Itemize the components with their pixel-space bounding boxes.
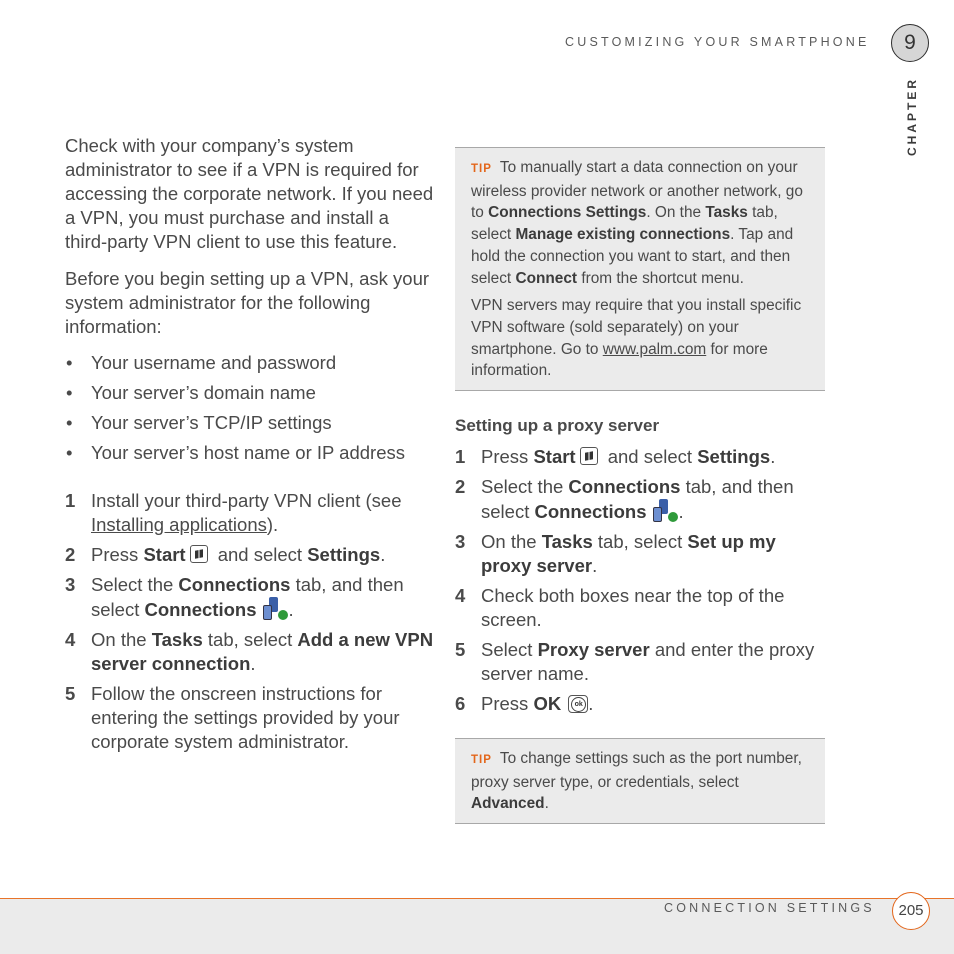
- step-text: On the: [481, 531, 542, 553]
- step-text: Select: [481, 639, 538, 661]
- setup-proxy-label: Set up my proxy server: [481, 531, 776, 577]
- step-2: [65, 543, 435, 567]
- step-text: and select: [602, 446, 698, 468]
- windows-start-icon: [580, 447, 598, 465]
- tasks-label: Tasks: [541, 531, 593, 553]
- tip-label: TIP: [471, 163, 492, 175]
- prerequisites-paragraph: Before you begin setting up a VPN, ask your system administrator for the following information:: [65, 268, 430, 337]
- step-number: 6: [455, 693, 466, 715]
- step-text: tab, and then select: [481, 476, 794, 523]
- list-item-text: Your server’s TCP/IP settings: [91, 412, 332, 433]
- step-text: .: [250, 653, 256, 674]
- connections-icon: [653, 499, 679, 523]
- list-item: • Your server’s TCP/IP settings: [66, 412, 332, 433]
- ok-key-icon: [568, 695, 588, 713]
- step-text: .: [288, 599, 294, 620]
- tip-label: TIP: [471, 754, 492, 767]
- step-text: Install your third-party VPN client (see: [91, 490, 402, 511]
- installing-applications-link[interactable]: Installing applications: [91, 514, 267, 535]
- list-item-text: Your server’s host name or IP address: [91, 442, 405, 463]
- tip-text: for more information.: [471, 340, 768, 380]
- left-column: [65, 134, 435, 760]
- tip-paragraph: [471, 157, 813, 289]
- step-5: [65, 682, 435, 754]
- connections-tab-label: Connections: [568, 476, 681, 498]
- step-number: 1: [455, 446, 466, 468]
- step-text: Press: [91, 544, 144, 565]
- tip-text: To change settings such as the port number, proxy server type, or credentials, select: [471, 750, 802, 791]
- list-item-text: Your username and password: [91, 352, 337, 373]
- intro-paragraph: Check with your company’s system administrator to see if a VPN is required for accessing the corporate network. If you need a VPN, you must purchase and install a third-party VPN client to use this feature.: [65, 135, 434, 252]
- step-1: [455, 445, 825, 469]
- step-4: [455, 584, 825, 632]
- step-text: .: [592, 555, 598, 577]
- step-number: 2: [65, 544, 76, 565]
- proxy-server-label: Proxy server: [537, 639, 650, 661]
- step-number: 3: [455, 531, 466, 553]
- step-number: 4: [65, 629, 76, 650]
- step-text: Press: [481, 446, 534, 468]
- footer-section-title: CONNECTION SETTINGS: [664, 901, 875, 915]
- list-item: • Your username and password: [66, 352, 337, 373]
- step-5: [455, 638, 825, 686]
- tip-text: .: [544, 795, 549, 813]
- tip-box-vpn: [455, 147, 825, 391]
- tip-paragraph: [471, 295, 813, 382]
- tip-text: . On the: [646, 204, 706, 222]
- tip-text: VPN servers may require that you install specific VPN software (sold separately) on your smartphone. Go to: [471, 297, 802, 358]
- chapter-number-badge: 9: [891, 24, 929, 62]
- connections-tab-label: Connections: [178, 574, 291, 595]
- section-heading: Setting up a proxy server: [455, 416, 660, 436]
- add-vpn-label: Add a new VPN server connection: [91, 629, 434, 674]
- step-text: Select the: [481, 476, 569, 498]
- start-label: Start: [143, 544, 186, 565]
- tip-text: tab, select: [471, 204, 778, 244]
- footer-divider: [0, 898, 954, 899]
- start-label: Start: [533, 446, 576, 468]
- tip-text: To manually start a data connection on your wireless provider network or another network, go to: [471, 159, 803, 222]
- connections-settings-label: Connections Settings: [488, 204, 647, 222]
- ok-label: OK: [533, 693, 562, 715]
- list-item: • Your server’s host name or IP address: [66, 442, 405, 463]
- step-text: ).: [266, 514, 279, 535]
- step-number: 5: [455, 639, 466, 661]
- step-text: On the: [91, 629, 152, 650]
- step-text: Check both boxes near the top of the screen.: [481, 585, 785, 631]
- palm-website-link[interactable]: www.palm.com: [602, 340, 707, 358]
- step-3: [65, 573, 435, 622]
- step-text: and select: [212, 544, 308, 565]
- step-6: [455, 692, 825, 716]
- step-1: [65, 489, 435, 537]
- chapter-label: CHAPTER: [905, 76, 919, 156]
- manage-connections-label: Manage existing connections: [515, 226, 731, 244]
- step-text: .: [588, 693, 594, 715]
- tip-paragraph: [471, 748, 813, 815]
- tip-text: from the shortcut menu.: [577, 269, 744, 287]
- step-number: 3: [65, 574, 76, 595]
- windows-start-icon: [190, 545, 208, 563]
- step-text: Select the: [91, 574, 179, 595]
- step-text: tab, and then select: [91, 574, 404, 620]
- settings-label: Settings: [697, 446, 771, 468]
- step-text: .: [678, 501, 684, 523]
- step-text: tab, select: [202, 629, 298, 650]
- step-number: 1: [65, 490, 76, 511]
- connections-label: Connections: [144, 599, 257, 620]
- tasks-label: Tasks: [705, 204, 748, 222]
- settings-label: Settings: [307, 544, 381, 565]
- step-text: .: [770, 446, 776, 468]
- step-number: 2: [455, 476, 466, 498]
- connect-label: Connect: [515, 269, 578, 287]
- list-item-text: Your server’s domain name: [91, 382, 316, 403]
- step-text: Follow the onscreen instructions for entering the settings provided by your corporate system administrator.: [91, 683, 400, 752]
- vpn-steps: [65, 489, 435, 754]
- tip-box-proxy: [455, 738, 825, 824]
- prerequisites-list: [65, 351, 435, 465]
- page-number: 205: [892, 892, 930, 930]
- step-4: [65, 628, 435, 676]
- proxy-steps: [455, 445, 825, 716]
- step-text: tab, select: [592, 531, 688, 553]
- connections-label: Connections: [534, 501, 647, 523]
- step-text: and enter the proxy server name.: [481, 639, 815, 685]
- list-item: • Your server’s domain name: [66, 382, 316, 403]
- step-3: [455, 530, 825, 578]
- step-2: [455, 475, 825, 524]
- advanced-label: Advanced: [471, 795, 545, 813]
- tasks-label: Tasks: [151, 629, 203, 650]
- step-text: Press: [481, 693, 534, 715]
- right-column: [455, 147, 825, 824]
- connections-icon: [263, 597, 289, 621]
- step-text: .: [380, 544, 386, 565]
- step-number: 5: [65, 683, 76, 704]
- step-number: 4: [455, 585, 466, 607]
- running-head: CUSTOMIZING YOUR SMARTPHONE: [565, 35, 870, 49]
- tip-text: . Tap and hold the connection you want to start, and then select: [471, 226, 794, 287]
